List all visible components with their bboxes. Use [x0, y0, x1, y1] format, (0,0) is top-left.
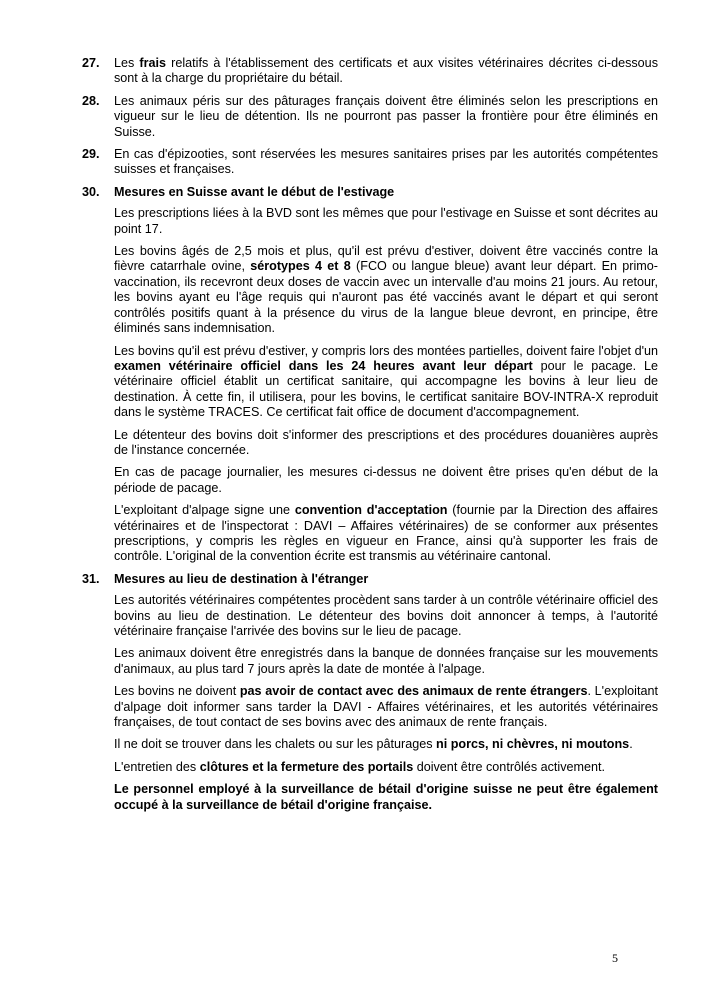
- item-number: 31.: [82, 571, 100, 586]
- section-heading: Mesures au lieu de destination à l'étranger: [114, 571, 369, 586]
- item-paragraph: En cas de pacage journalier, les mesures ci-dessus ne doivent être prises qu'en début de la période de pacage.: [114, 465, 658, 495]
- item-number: 28.: [82, 93, 100, 108]
- item-paragraph: Il ne doit se trouver dans les chalets ou sur les pâturages ni porcs, ni chèvres, ni moutons.: [114, 737, 633, 752]
- item-paragraph: Le détenteur des bovins doit s'informer des prescriptions et des procédures douanières auprès de l'instance concernée.: [114, 427, 658, 457]
- item-number: 30.: [82, 184, 100, 199]
- item-28: [82, 94, 658, 140]
- item-paragraph: Les bovins qu'il est prévu d'estiver, y compris lors des montées partielles, doivent faire l'objet d'un examen vétérinaire officiel dans les 24 heures avant leur départ pour le pacage. Le vétérinaire officiel établit un certificat sanitaire, qui accompagne les bovins à leur lieu de destination. À cette fin, il utilisera, pour les bovins, le certificat sanitaire BOV-INTRA-X reproduit dans le système TRACES. Ce certificat fait office de document d'accompagnement.: [114, 343, 659, 420]
- item-paragraph: Les bovins âgés de 2,5 mois et plus, qu'il est prévu d'estiver, doivent être vaccinés contre la fièvre catarrhale ovine, sérotypes 4 et 8 (FCO ou langue bleue) avant leur départ. En primo-vaccination, ils recevront deux doses de vaccin avec un intervalle d'au moins 21 jours. Au retour, les bovins ayant eu l'âge requis qui n'auront pas été vaccinés avant le départ et qui seront contrôlés positifs quant à la présence du virus de la langue bleue devront, en principe, être éliminés sans indemnisation.: [114, 244, 658, 336]
- item-paragraph: Les bovins ne doivent pas avoir de contact avec des animaux de rente étrangers. L'exploitant d'alpage doit informer sans tarder la DAVI - Affaires vétérinaires, et les autorités vétérinaires françaises, de tout contact de ses bovins avec des animaux de rente français.: [114, 684, 658, 730]
- item-31: [82, 572, 658, 813]
- item-paragraph: L'exploitant d'alpage signe une convention d'acceptation (fournie par la Direction des affaires vétérinaires et de l'inspectorat : DAVI – Affaires vétérinaires) de se conformer aux présentes prescriptions, y compris les règles en vigueur en France, ainsi qu'à supporter les frais de contrôle. L'original de la convention écrite est transmis au vétérinaire cantonal.: [114, 503, 658, 564]
- item-number: 27.: [82, 56, 100, 70]
- page-number: 5: [612, 951, 618, 965]
- item-paragraph: L'entretien des clôtures et la fermeture des portails doivent être contrôlés activement.: [114, 759, 606, 774]
- item-paragraph: Les autorités vétérinaires compétentes procèdent sans tarder à un contrôle vétérinaire officiel des bovins au lieu de destination. Le détenteur des bovins doit annoncer à temps, à l'autorité vétérinaire française l'arrivée des bovins sur le lieu de pacage.: [114, 593, 658, 638]
- item-paragraph: Les frais relatifs à l'établissement des certificats et aux visites vétérinaires décrites ci-dessous sont à la charge du propriétaire du bétail.: [114, 56, 658, 86]
- item-paragraph: Les prescriptions liées à la BVD sont les mêmes que pour l'estivage en Suisse et sont décrites au point 17.: [114, 206, 658, 236]
- item-30: [82, 185, 658, 565]
- item-29: [82, 147, 658, 178]
- section-heading: Mesures en Suisse avant le début de l'estivage: [114, 184, 395, 199]
- numbered-items: [82, 56, 658, 820]
- item-number: 29.: [82, 147, 100, 162]
- item-paragraph: Les animaux péris sur des pâturages français doivent être éliminés selon les prescriptions en vigueur sur le lieu de détention. Ils ne pourront pas passer la frontière pour être éliminés en Suisse.: [114, 93, 658, 139]
- item-paragraph: Les animaux doivent être enregistrés dans la banque de données française sur les mouvements d'animaux, au plus tard 7 jours après la date de montée à l'alpage.: [114, 646, 658, 676]
- item-paragraph: En cas d'épizooties, sont réservées les mesures sanitaires prises par les autorités compétentes suisses et françaises.: [114, 147, 658, 177]
- item-paragraph-bold: Le personnel employé à la surveillance de bétail d'origine suisse ne peut être également occupé à la surveillance de bétail d'origine française.: [114, 782, 658, 812]
- item-27: [82, 56, 658, 87]
